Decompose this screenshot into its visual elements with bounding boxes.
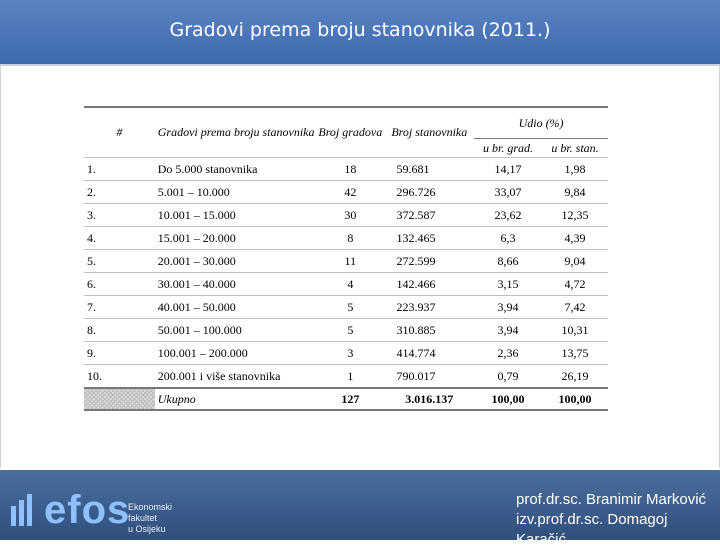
row-stanovnika: 142.466 bbox=[384, 273, 474, 296]
authors bbox=[516, 490, 720, 550]
logo-subtitle-line1: Ekonomski fakultet bbox=[128, 502, 173, 523]
row-category: 10.001 – 15.000 bbox=[155, 204, 316, 227]
header-category: Gradovi prema broju stanovnika bbox=[155, 107, 316, 158]
table-row bbox=[84, 158, 608, 181]
row-num: 10. bbox=[84, 365, 155, 389]
row-gradova: 5 bbox=[316, 296, 384, 319]
title-bar bbox=[0, 0, 720, 66]
row-category: 20.001 – 30.000 bbox=[155, 250, 316, 273]
row-num: 2. bbox=[84, 181, 155, 204]
row-category: 5.001 – 10.000 bbox=[155, 181, 316, 204]
row-category: Do 5.000 stanovnika bbox=[155, 158, 316, 181]
row-category: 15.001 – 20.000 bbox=[155, 227, 316, 250]
row-gradova: 8 bbox=[316, 227, 384, 250]
row-num: 4. bbox=[84, 227, 155, 250]
row-udio-stan: 12,35 bbox=[542, 204, 608, 227]
row-udio-stan: 13,75 bbox=[542, 342, 608, 365]
row-num: 5. bbox=[84, 250, 155, 273]
total-label: Ukupno bbox=[155, 388, 316, 410]
header-num: # bbox=[84, 107, 155, 158]
row-udio-stan: 4,39 bbox=[542, 227, 608, 250]
row-stanovnika: 310.885 bbox=[384, 319, 474, 342]
row-gradova: 18 bbox=[316, 158, 384, 181]
table-row bbox=[84, 181, 608, 204]
row-udio-grad: 23,62 bbox=[474, 204, 542, 227]
row-udio-stan: 7,42 bbox=[542, 296, 608, 319]
row-stanovnika: 59.681 bbox=[384, 158, 474, 181]
row-gradova: 4 bbox=[316, 273, 384, 296]
row-stanovnika: 132.465 bbox=[384, 227, 474, 250]
row-udio-stan: 9,04 bbox=[542, 250, 608, 273]
table-row bbox=[84, 204, 608, 227]
row-udio-grad: 2,36 bbox=[474, 342, 542, 365]
row-udio-grad: 14,17 bbox=[474, 158, 542, 181]
row-num: 1. bbox=[84, 158, 155, 181]
row-num: 6. bbox=[84, 273, 155, 296]
logo-subtitle bbox=[128, 502, 190, 535]
logo-word: efos bbox=[44, 488, 131, 532]
total-row bbox=[84, 388, 608, 410]
row-udio-grad: 3,94 bbox=[474, 319, 542, 342]
row-num: 9. bbox=[84, 342, 155, 365]
row-udio-grad: 3,15 bbox=[474, 273, 542, 296]
row-udio-grad: 0,79 bbox=[474, 365, 542, 389]
total-gradova: 127 bbox=[316, 388, 384, 410]
row-num: 7. bbox=[84, 296, 155, 319]
row-category: 40.001 – 50.000 bbox=[155, 296, 316, 319]
row-gradova: 30 bbox=[316, 204, 384, 227]
header-udio: Udio (%) bbox=[474, 107, 608, 139]
row-stanovnika: 223.937 bbox=[384, 296, 474, 319]
table-row bbox=[84, 365, 608, 389]
table-row bbox=[84, 342, 608, 365]
row-num: 8. bbox=[84, 319, 155, 342]
table-row bbox=[84, 319, 608, 342]
table-row bbox=[84, 250, 608, 273]
efos-logo bbox=[10, 488, 190, 532]
row-udio-grad: 8,66 bbox=[474, 250, 542, 273]
cities-table bbox=[84, 106, 608, 411]
row-category: 30.001 – 40.000 bbox=[155, 273, 316, 296]
row-category: 50.001 – 100.000 bbox=[155, 319, 316, 342]
header-udio-grad: u br. grad. bbox=[483, 140, 534, 155]
table-header-row bbox=[84, 107, 608, 139]
table-row bbox=[84, 296, 608, 319]
row-udio-stan: 10,31 bbox=[542, 319, 608, 342]
row-udio-grad: 3,94 bbox=[474, 296, 542, 319]
total-stanovnika: 3.016.137 bbox=[384, 388, 474, 410]
total-udio-stan: 100,00 bbox=[542, 388, 608, 410]
logo-subtitle-line2: u Osijeku bbox=[128, 524, 166, 534]
table-body bbox=[84, 158, 608, 389]
total-hatch-cell bbox=[84, 388, 155, 410]
row-stanovnika: 414.774 bbox=[384, 342, 474, 365]
row-category: 100.001 – 200.000 bbox=[155, 342, 316, 365]
row-stanovnika: 372.587 bbox=[384, 204, 474, 227]
row-udio-stan: 9,84 bbox=[542, 181, 608, 204]
table-row bbox=[84, 273, 608, 296]
footer-bar bbox=[0, 470, 720, 548]
row-stanovnika: 272.599 bbox=[384, 250, 474, 273]
row-udio-grad: 33,07 bbox=[474, 181, 542, 204]
row-gradova: 3 bbox=[316, 342, 384, 365]
row-stanovnika: 790.017 bbox=[384, 365, 474, 389]
author-2: izv.prof.dr.sc. Domagoj Karačić bbox=[516, 511, 668, 548]
author-1: prof.dr.sc. Branimir Marković bbox=[516, 491, 707, 508]
row-udio-stan: 1,98 bbox=[542, 158, 608, 181]
row-category: 200.001 i više stanovnika bbox=[155, 365, 316, 389]
header-broj-stanovnika: Broj stanovnika bbox=[384, 107, 474, 158]
row-stanovnika: 296.726 bbox=[384, 181, 474, 204]
header-udio-stan: u br. stan. bbox=[551, 140, 599, 155]
slide-title: Gradovi prema broju stanovnika (2011.) bbox=[169, 19, 551, 41]
row-gradova: 1 bbox=[316, 365, 384, 389]
table-row bbox=[84, 227, 608, 250]
logo-bars-icon bbox=[10, 492, 38, 526]
row-gradova: 11 bbox=[316, 250, 384, 273]
row-udio-grad: 6,3 bbox=[474, 227, 542, 250]
row-num: 3. bbox=[84, 204, 155, 227]
row-gradova: 5 bbox=[316, 319, 384, 342]
row-gradova: 42 bbox=[316, 181, 384, 204]
row-udio-stan: 4,72 bbox=[542, 273, 608, 296]
row-udio-stan: 26,19 bbox=[542, 365, 608, 389]
total-udio-grad: 100,00 bbox=[474, 388, 542, 410]
header-broj-gradova: Broj gradova bbox=[316, 107, 384, 158]
